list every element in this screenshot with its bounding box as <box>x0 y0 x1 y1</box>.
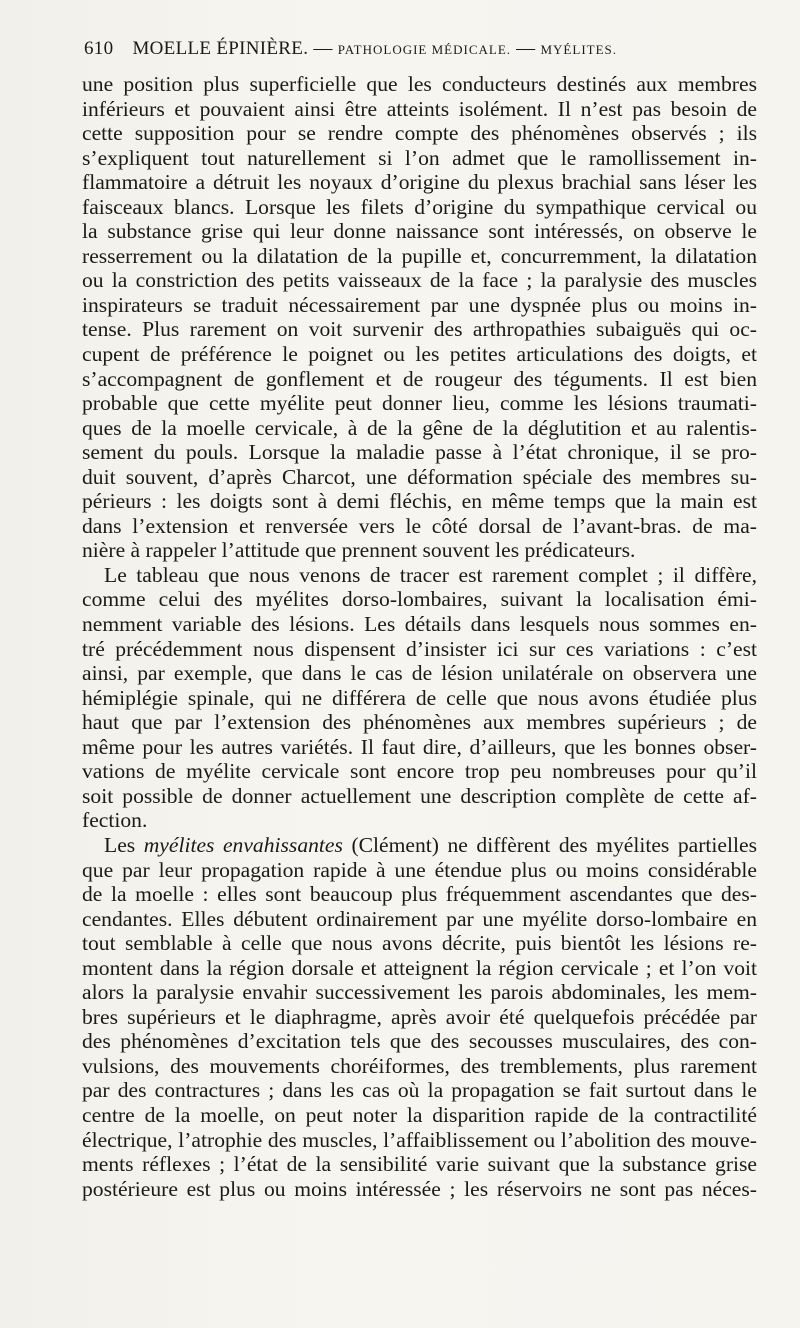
paragraph-1 <box>82 72 757 563</box>
text-line: centre de la moelle, on peut noter la disparition rapide de la contractilité <box>82 1102 757 1127</box>
text-line: Le tableau que nous venons de tracer est rarement complet ; il diffère, <box>104 562 757 587</box>
paragraph-3 <box>82 833 757 1201</box>
text-line: probable que cette myélite peut donner lieu, comme les lésions traumati- <box>82 391 757 416</box>
text-line: même pour les autres variétés. Il faut dire, d’ailleurs, que les bonnes obser- <box>82 734 757 759</box>
header-dash: — <box>313 38 333 59</box>
text-line: soit possible de donner actuellement une description complète de cette af- <box>82 783 757 808</box>
text-fragment: Les <box>104 832 144 857</box>
text-line: comme celui des myélites dorso-lombaires, suivant la localisation émi- <box>82 587 757 612</box>
page-number: 610 <box>84 38 114 59</box>
header-title: MOELLE ÉPINIÈRE. <box>132 38 309 59</box>
text-line: inférieurs et pouvaient ainsi être atteints isolément. Il n’est pas besoin de <box>82 96 757 121</box>
text-line: ques de la moelle cervicale, à de la gêne de la déglutition et au ralentis- <box>82 415 757 440</box>
text-line: duit souvent, d’après Charcot, une déformation spéciale des membres su- <box>82 464 757 489</box>
text-line: sement du pouls. Lorsque la maladie passe à l’état chronique, il se pro- <box>82 440 757 465</box>
text-line: des phénomènes d’excitation tels que des secousses musculaires, des con- <box>82 1029 757 1054</box>
text-line: tout semblable à celle que nous avons décrite, puis bientôt les lésions re- <box>82 931 757 956</box>
text-line: nemment variable des lésions. Les détails dans lesquels nous sommes en- <box>82 612 757 637</box>
text-line: resserrement ou la dilatation de la pupille et, concurremment, la dilatation <box>82 243 757 268</box>
text-line: postérieure est plus ou moins intéressée ; les réservoirs ne sont pas néces- <box>82 1176 757 1201</box>
text-line: vations de myélite cervicale sont encore trop peu nombreuses pour qu’il <box>82 759 757 784</box>
text-line: haut que par l’extension des phénomènes aux membres supérieurs ; de <box>82 710 757 735</box>
text-line: cupent de préférence le poignet ou les petites articulations des doigts, et <box>82 342 757 367</box>
header-dash: — <box>516 38 536 59</box>
running-header <box>84 38 764 68</box>
text-line: inspirateurs se traduit nécessairement par une dyspnée plus ou moins in- <box>82 292 757 317</box>
text-line: s’expliquent tout naturellement si l’on admet que le ramollissement in- <box>82 145 757 170</box>
text-line: hémiplégie spinale, qui ne différera de celle que nous avons étudiée plus <box>82 685 757 710</box>
text-line: tense. Plus rarement on voit survenir des arthropathies subaiguës qui oc- <box>82 317 757 342</box>
header-subsection: MYÉLITES. <box>540 42 618 57</box>
text-line: électrique, l’atrophie des muscles, l’affaiblissement ou l’abolition des mouve- <box>82 1127 757 1152</box>
text-line: dans l’extension et renversée vers le côté dorsal de l’avant-bras. de ma- <box>82 513 757 538</box>
text-line: vulsions, des mouvements choréiformes, des tremblements, plus rarement <box>82 1053 757 1078</box>
text-line: que par leur propagation rapide à une étendue plus ou moins considérable <box>82 857 757 882</box>
paragraph-2 <box>82 563 757 833</box>
text-line: ainsi, par exemple, que dans le cas de lésion unilatérale on observera une <box>82 661 757 686</box>
text-line: s’accompagnent de gonflement et de rougeur des téguments. Il est bien <box>82 366 757 391</box>
text-line: tré précédemment nous dispensent d’insister ici sur ces variations : c’est <box>82 636 757 661</box>
text-line: faisceaux blancs. Lorsque les filets d’origine du sympathique cervical ou <box>82 194 757 219</box>
text-line: cette supposition pour se rendre compte des phénomènes observés ; ils <box>82 121 757 146</box>
text-fragment: (Clément) ne diffèrent des myélites partielles <box>342 832 757 857</box>
text-line: de la moelle : elles sont beaucoup plus fréquemment ascendantes que des- <box>82 882 757 907</box>
text-line: ou la constriction des petits vaisseaux de la face ; la paralysie des muscles <box>82 268 757 293</box>
text-line: périeurs : les doigts sont à demi fléchis, en même temps que la main est <box>82 489 757 514</box>
text-line: fection. <box>82 808 148 833</box>
text-line: par des contractures ; dans les cas où la propagation se fait surtout dans le <box>82 1078 757 1103</box>
text-line: bres supérieurs et le diaphragme, après avoir été quelquefois précédée par <box>82 1004 757 1029</box>
text-line: ments réflexes ; l’état de la sensibilité varie suivant que la substance grise <box>82 1152 757 1177</box>
text-line: montent dans la région dorsale et atteignent la région cervicale ; et l’on voit <box>82 955 757 980</box>
text-line: cendantes. Elles débutent ordinairement par une myélite dorso-lombaire en <box>82 906 757 931</box>
body-text <box>82 72 757 1201</box>
text-line <box>82 833 757 858</box>
text-line: nière à rappeler l’attitude que prennent souvent les prédicateurs. <box>82 538 636 563</box>
text-line: une position plus superficielle que les conducteurs destinés aux membres <box>82 72 757 96</box>
text-line: alors la paralysie envahir successivement les parois abdominales, les mem- <box>82 980 757 1005</box>
text-line: la substance grise qui leur donne naissance sont intéressés, on observe le <box>82 219 757 244</box>
text-line: flammatoire a détruit les noyaux d’origine du plexus brachial sans léser les <box>82 170 757 195</box>
italic-term: myélites envahissantes <box>143 832 343 857</box>
header-section: PATHOLOGIE MÉDICALE. <box>337 42 512 57</box>
